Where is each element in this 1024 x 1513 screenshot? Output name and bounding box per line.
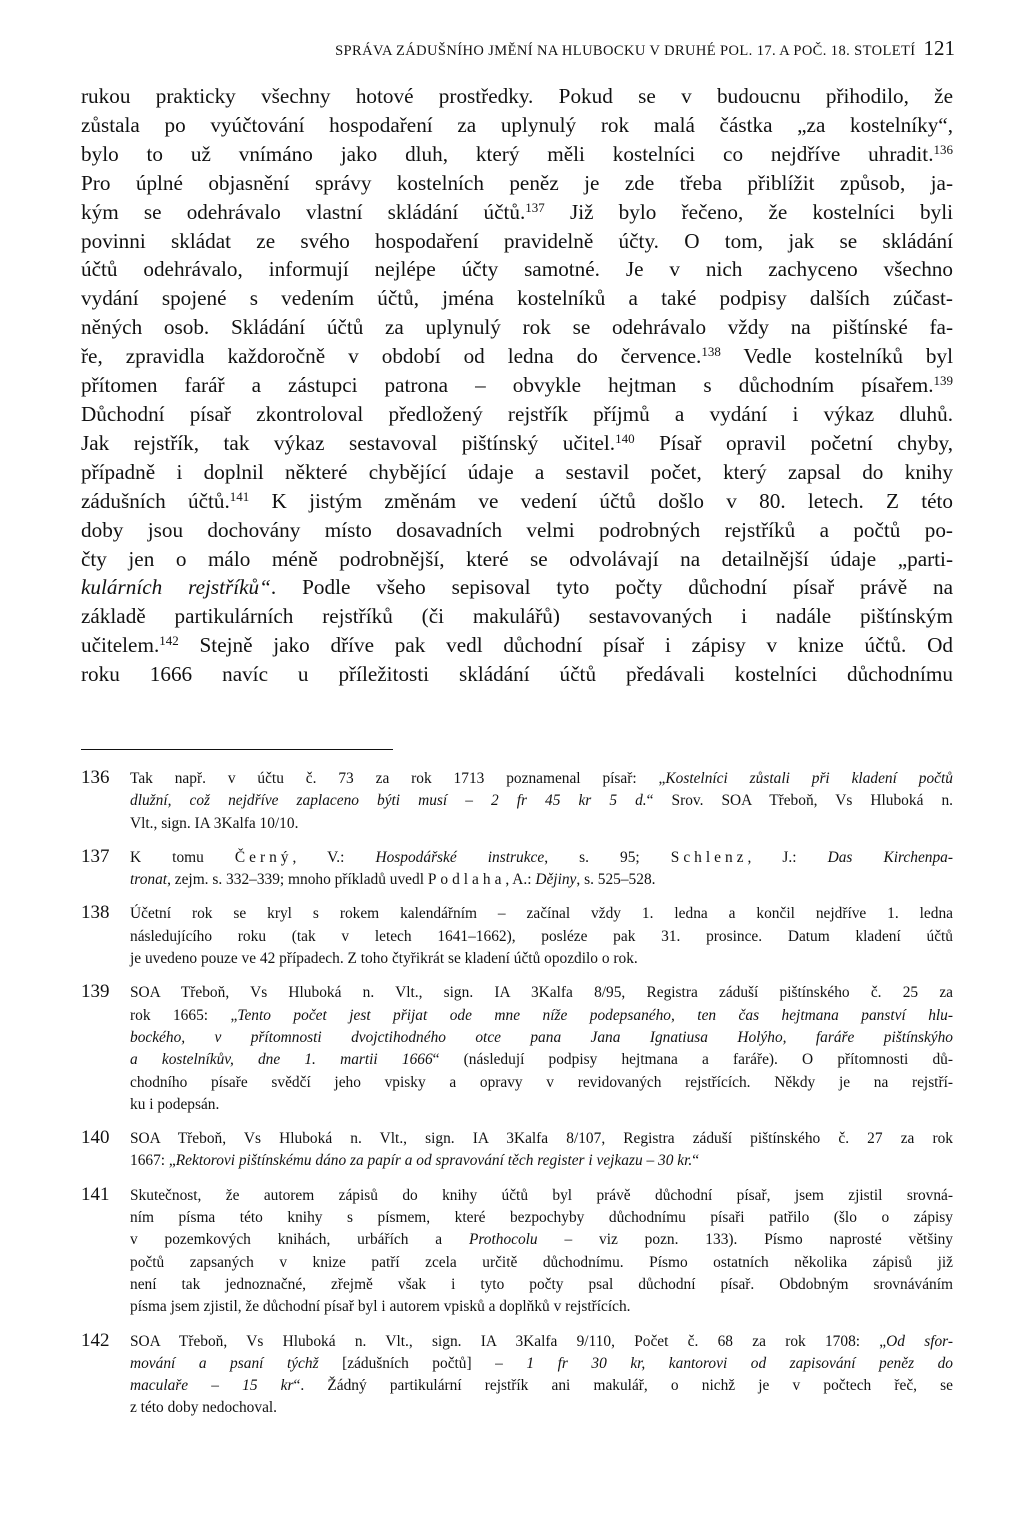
- text-span: Kostelníci zůstali při kladení počtů: [665, 770, 953, 787]
- footnote-ref[interactable]: 141: [229, 488, 250, 504]
- text-span: [130, 1049, 953, 1071]
- text-span: Od sfor-: [886, 1332, 953, 1350]
- text-span: Účetní rok se kryl s rokem kalendářním – začínal vždy 1. ledna a končil nejdříve 1. ledna: [130, 905, 953, 923]
- footnote-separator: [81, 749, 393, 750]
- text-span: [zádušních počtů] –: [318, 1354, 527, 1372]
- text-line: [81, 660, 953, 689]
- text-span: [130, 1229, 953, 1251]
- text-line: [81, 255, 953, 284]
- text-line: [81, 140, 953, 169]
- footnote-ref[interactable]: 138: [701, 344, 721, 360]
- footnote-141: [81, 1185, 953, 1319]
- text-line: [81, 342, 953, 371]
- text-span: Již bylo řečeno, že kostelníci byli: [544, 199, 953, 224]
- text-line: [81, 631, 953, 660]
- text-span: [130, 1005, 953, 1027]
- text-span: z této doby nedochoval.: [130, 1399, 278, 1417]
- text-span: ním písma této knihy s písmem, které bezpochyby důchodnímu písaři patřilo (šlo o zápisy: [130, 1209, 953, 1227]
- text-span: , A.:: [505, 871, 536, 889]
- text-span: [130, 813, 953, 835]
- text-span: základě partikulárních rejstříků (či makulářů) sestavovaných i nadále pištínským: [81, 604, 953, 629]
- text-span: maculaře – 15 kr: [130, 1377, 294, 1395]
- footnote-ref[interactable]: 140: [615, 430, 635, 446]
- text-span: učitelem.: [81, 633, 160, 658]
- footnote-body: [130, 1185, 953, 1319]
- text-span: počtů zapsaných v knize patří zcela určitě důchodnímu. Písmo ostatních několika zápisů již: [130, 1253, 953, 1271]
- text-span: Stejně jako dříve pak vedl důchodní písař i zápisy v knize účtů. Od: [178, 633, 953, 658]
- text-line: [81, 429, 953, 458]
- text-span: a kostelníkův, dne 1. martii 1666: [130, 1051, 433, 1069]
- text-span: rukou prakticky všechny hotové prostředky. Pokud se v budoucnu přihodilo, že: [81, 84, 953, 108]
- footnote-body: [130, 847, 953, 892]
- text-line: [81, 313, 953, 342]
- footnote-137: [81, 847, 953, 892]
- footnote-body: [130, 903, 953, 970]
- text-span: účtů odehrávalo, informují nejlépe účty samotné. Je v nich zachyceno všechno: [81, 257, 953, 282]
- text-span: [130, 869, 953, 891]
- text-span: Důchodní písař zkontroloval předložený rejstřík příjmů a vydání i výkaz dluhů.: [81, 401, 953, 426]
- text-span: K tomu: [130, 848, 235, 866]
- text-line: [81, 400, 953, 429]
- text-span: 1 fr 30 kr, kantorovi od zapisování peněz do: [526, 1354, 953, 1372]
- text-span: přítomen farář a zástupci patrona – obvykle hejtman s důchodním písařem.: [81, 373, 934, 398]
- text-span: [130, 1150, 953, 1172]
- footnote-number: 138: [81, 902, 110, 924]
- footnote-body: [130, 768, 953, 835]
- text-span: v pozemkových knihách, urbářích a: [130, 1231, 469, 1249]
- footnote-number: 137: [81, 845, 110, 867]
- text-span: mování a psaní týchž: [130, 1354, 319, 1372]
- text-span: Tak např. v účtu č. 73 za rok 1713 poznamenal písař: „: [130, 770, 666, 787]
- text-span: “. Žádný partikulární rejstřík ani makulář, o nichž je v počtech řeč, se: [293, 1377, 954, 1395]
- text-span: chodního písaře svědčí jeho vpisky a opravy v revidovaných rejstřících. Někdy je na rejstří-: [130, 1073, 953, 1091]
- footnote-140: [81, 1128, 953, 1173]
- text-line: [81, 573, 953, 602]
- footnote-number: 136: [81, 767, 110, 788]
- text-span: Das Kirchenpa-: [827, 848, 954, 866]
- text-span: [130, 790, 953, 812]
- text-span: Vedle kostelníků byl: [720, 344, 953, 369]
- text-span: není tak jednoznačné, zřejmě však i tyto počty psal důchodní písař. Obdobným srovnáváním: [130, 1275, 953, 1293]
- text-span: “ (následují podpisy hejtmana a faráře). O přítomnosti dů-: [432, 1051, 953, 1069]
- text-span: dlužní, což nejdříve zaplaceno býti musí – 2 fr 45 kr 5 d.: [130, 792, 647, 810]
- text-span: následujícího roku (tak v letech 1641–1662), posléze pak 31. prosince. Datum kladení účtů: [130, 927, 953, 945]
- text-span: kým se odehrávalo vlastní skládání účtů.: [81, 199, 526, 224]
- text-span: K jistým změnám ve vedení účtů došlo v 80. letech. Z této: [249, 488, 953, 513]
- text-line: [81, 487, 953, 516]
- text-span: – viz pozn. 133). Písmo naprosté většiny: [537, 1231, 953, 1249]
- text-line: [81, 545, 953, 574]
- text-span: . Podle všeho sepisoval tyto počty důchodní písař právě na: [270, 575, 953, 600]
- text-line: [81, 227, 953, 256]
- text-span: je uvedeno pouze ve 42 případech. Z toho čtyřikrát se kladení účtů opozdilo o rok.: [130, 950, 638, 968]
- text-span: Pro úplné objasnění správy kostelních peněz je zde třeba přiblížit způsob, ja-: [81, 170, 953, 195]
- text-line: [81, 169, 953, 198]
- text-span: doby jsou dochovány místo dosavadních velmi podrobných rejstříků a počtů po-: [81, 517, 953, 542]
- text-span: ře, zpravidla každoročně v období od ledna do července.: [81, 344, 702, 369]
- footnote-138: [81, 903, 953, 970]
- main-text: [81, 82, 953, 689]
- footnote-body: [130, 1128, 953, 1173]
- text-span: případně i doplnil některé chybějící údaje a sestavil počet, který zapsal do knihy: [81, 459, 953, 484]
- text-line: [81, 516, 953, 545]
- text-span: Jak rejstřík, tak výkaz sestavoval pištínský učitel.: [81, 430, 616, 455]
- text-span: vydání spojené s vedením účtů, jména kostelníků a také podpisy dalších zúčast-: [81, 286, 953, 311]
- footnote-139: [81, 982, 953, 1116]
- text-span: Vlt., sign. IA 3Kalfa 10/10.: [130, 814, 299, 832]
- text-line: [81, 198, 953, 227]
- text-span: ku i podepsán.: [130, 1095, 220, 1113]
- running-title: SPRÁVA ZÁDUŠNÍHO JMĚNÍ NA HLUBOCKU V DRUHÉ POL. 17. A POČ. 18. STOLETÍ: [335, 43, 916, 59]
- footnote-number: 140: [81, 1127, 110, 1149]
- footnote-ref[interactable]: 139: [933, 372, 953, 388]
- text-line: [81, 111, 953, 140]
- text-span: Rektorovi pištínskému dáno za papír a od spravování těch register i vejkazu – 30 kr.: [175, 1152, 693, 1170]
- text-span: bylo to už vnímáno jako dluh, který měli kostelníci co nejdříve uhradit.: [81, 141, 934, 166]
- text-span: [130, 847, 953, 869]
- page-number: 121: [923, 36, 955, 60]
- footnote-number: 141: [81, 1183, 110, 1205]
- text-span: “: [692, 1152, 700, 1170]
- footnote-number: 142: [81, 1329, 110, 1351]
- text-span: [130, 1353, 953, 1375]
- text-span: , s. 95;: [544, 848, 671, 866]
- text-span: , V.:: [292, 848, 376, 866]
- text-span: kulárních rejstříků“: [81, 575, 271, 600]
- text-line: [81, 284, 953, 313]
- text-span: SOA Třeboň, Vs Hluboká n. Vlt., sign. IA 3Kalfa 8/95, Registra záduší pištínského č. 25 za: [130, 984, 953, 1002]
- footnote-ref[interactable]: 142: [159, 633, 179, 649]
- text-span: , s. 525–528.: [576, 871, 656, 889]
- text-span: [130, 1331, 953, 1353]
- text-span: Tento počet jest přijat ode mne níže podepsaného, ten čas hejtmana panství hlu-: [237, 1006, 953, 1024]
- text-span: “ Srov. SOA Třeboň, Vs Hluboká n.: [646, 792, 953, 810]
- text-span: Černý: [234, 848, 293, 866]
- footnote-body: [130, 982, 953, 1116]
- text-span: něných osob. Skládání účtů za uplynulý rok se odehrávalo vždy na pištínské fa-: [81, 315, 953, 340]
- text-span: Schlenz: [670, 848, 748, 866]
- text-line: [81, 371, 953, 400]
- text-span: bockého, v přítomnosti dvojctihodného otce pana Jana Ignatiusa Holýho, faráře pištínskýho: [130, 1028, 953, 1046]
- footnote-ref[interactable]: 136: [933, 141, 953, 157]
- text-span: , J.:: [747, 848, 828, 866]
- text-span: Dějiny: [535, 871, 577, 889]
- footnote-body: [130, 1331, 953, 1420]
- text-span: roku 1666 navíc u příležitosti skládání účtů předávali kostelníci důchodnímu: [81, 662, 953, 687]
- text-span: Podlaha: [427, 871, 506, 889]
- text-span: rok 1665: „: [130, 1006, 238, 1024]
- text-span: povinni skládat ze svého hospodaření pravidelně účty. O tom, jak se skládání: [81, 228, 953, 253]
- footnote-ref[interactable]: 137: [525, 199, 545, 215]
- text-span: , zejm. s. 332–339; mnoho příkladů uvedl: [167, 871, 428, 889]
- text-span: Písař opravil početní chyby,: [634, 430, 953, 455]
- text-span: Skutečnost, že autorem zápisů do knihy účtů byl právě důchodní písař, jsem zjistil srovná-: [130, 1186, 953, 1204]
- text-span: čty jen o málo méně podrobnější, které se odvolávají na detailnější údaje „parti-: [81, 546, 953, 571]
- text-span: zádušních účtů.: [81, 488, 230, 513]
- text-span: SOA Třeboň, Vs Hluboká n. Vlt., sign. IA 3Kalfa 9/110, Počet č. 68 za rok 1708: „: [130, 1332, 887, 1350]
- text-line: [81, 82, 953, 111]
- footnotes: [81, 768, 953, 1432]
- text-span: Prothocolu: [468, 1231, 538, 1249]
- text-line: [81, 458, 953, 487]
- text-span: zůstala po vyúčtování hospodaření za uplynulý rok malá částka „za kostelníky“,: [81, 112, 953, 137]
- running-header: [145, 36, 955, 61]
- text-span: tronat: [130, 871, 168, 889]
- text-span: písma jsem zjistil, že důchodní písař byl i autorem vpisků a doplňků v rejstřících.: [130, 1298, 631, 1316]
- text-span: 1667: „: [130, 1152, 176, 1170]
- text-span: Hospodářské instrukce: [375, 848, 545, 866]
- text-span: [130, 768, 953, 790]
- text-span: SOA Třeboň, Vs Hluboká n. Vlt., sign. IA 3Kalfa 8/107, Registra záduší pištínského č. 27 za rok: [130, 1130, 953, 1148]
- footnote-number: 139: [81, 981, 110, 1003]
- footnote-142: [81, 1331, 953, 1420]
- text-span: [130, 1027, 953, 1049]
- text-line: [81, 602, 953, 631]
- text-span: [130, 1375, 953, 1397]
- footnote-136: [81, 768, 953, 835]
